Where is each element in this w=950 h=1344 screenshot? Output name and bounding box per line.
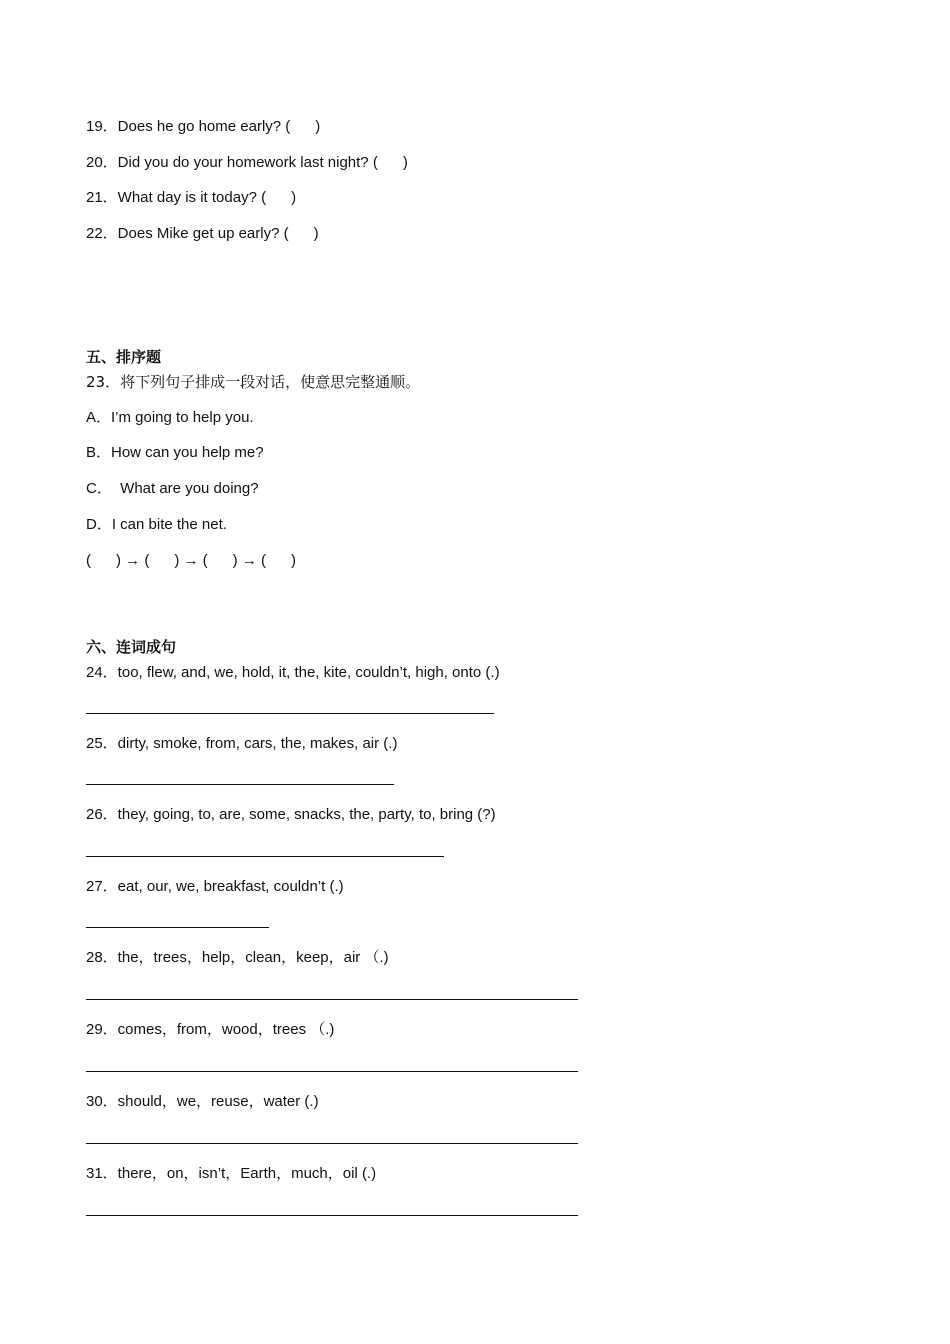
section-6-heading: 六、连词成句	[86, 638, 177, 656]
question-26: 26．they, going, to, are, some, snacks, the, party, to, bring (?)	[86, 806, 496, 823]
question-23-prompt: 23．将下列句子排成一段对话，使意思完整通顺。	[86, 373, 421, 391]
answer-blank-31[interactable]	[86, 1215, 578, 1216]
question-19: 19．Does he go home early? ( )	[86, 118, 321, 135]
question-28: 28．the，trees，help，clean，keep，air （.)	[86, 949, 389, 966]
answer-blank-26[interactable]	[86, 856, 444, 857]
question-25: 25．dirty, smoke, from, cars, the, makes, air (.)	[86, 735, 398, 752]
order-answer-line: ( ) → ( ) → ( ) → ( )	[86, 552, 296, 569]
option-c: C． What are you doing?	[86, 480, 259, 497]
answer-blank-29[interactable]	[86, 1071, 578, 1072]
question-21: 21．What day is it today? ( )	[86, 189, 297, 206]
option-d: D．I can bite the net.	[86, 516, 227, 533]
question-24: 24．too, flew, and, we, hold, it, the, kite, couldn’t, high, onto (.)	[86, 664, 500, 681]
question-27: 27．eat, our, we, breakfast, couldn’t (.)	[86, 878, 344, 895]
question-29: 29．comes，from，wood，trees （.)	[86, 1021, 335, 1038]
option-b: B．How can you help me?	[86, 444, 264, 461]
question-31: 31．there，on，isn’t，Earth，much，oil (.)	[86, 1165, 377, 1182]
answer-blank-27[interactable]	[86, 927, 269, 928]
answer-blank-28[interactable]	[86, 999, 578, 1000]
option-a: A．I’m going to help you.	[86, 409, 254, 426]
question-22: 22．Does Mike get up early? ( )	[86, 225, 319, 242]
section-5-heading: 五、排序题	[86, 348, 162, 366]
answer-blank-30[interactable]	[86, 1143, 578, 1144]
answer-blank-24[interactable]	[86, 713, 494, 714]
question-20: 20．Did you do your homework last night? ( )	[86, 154, 408, 171]
answer-blank-25[interactable]	[86, 784, 394, 785]
question-30: 30．should，we，reuse，water (.)	[86, 1093, 319, 1110]
